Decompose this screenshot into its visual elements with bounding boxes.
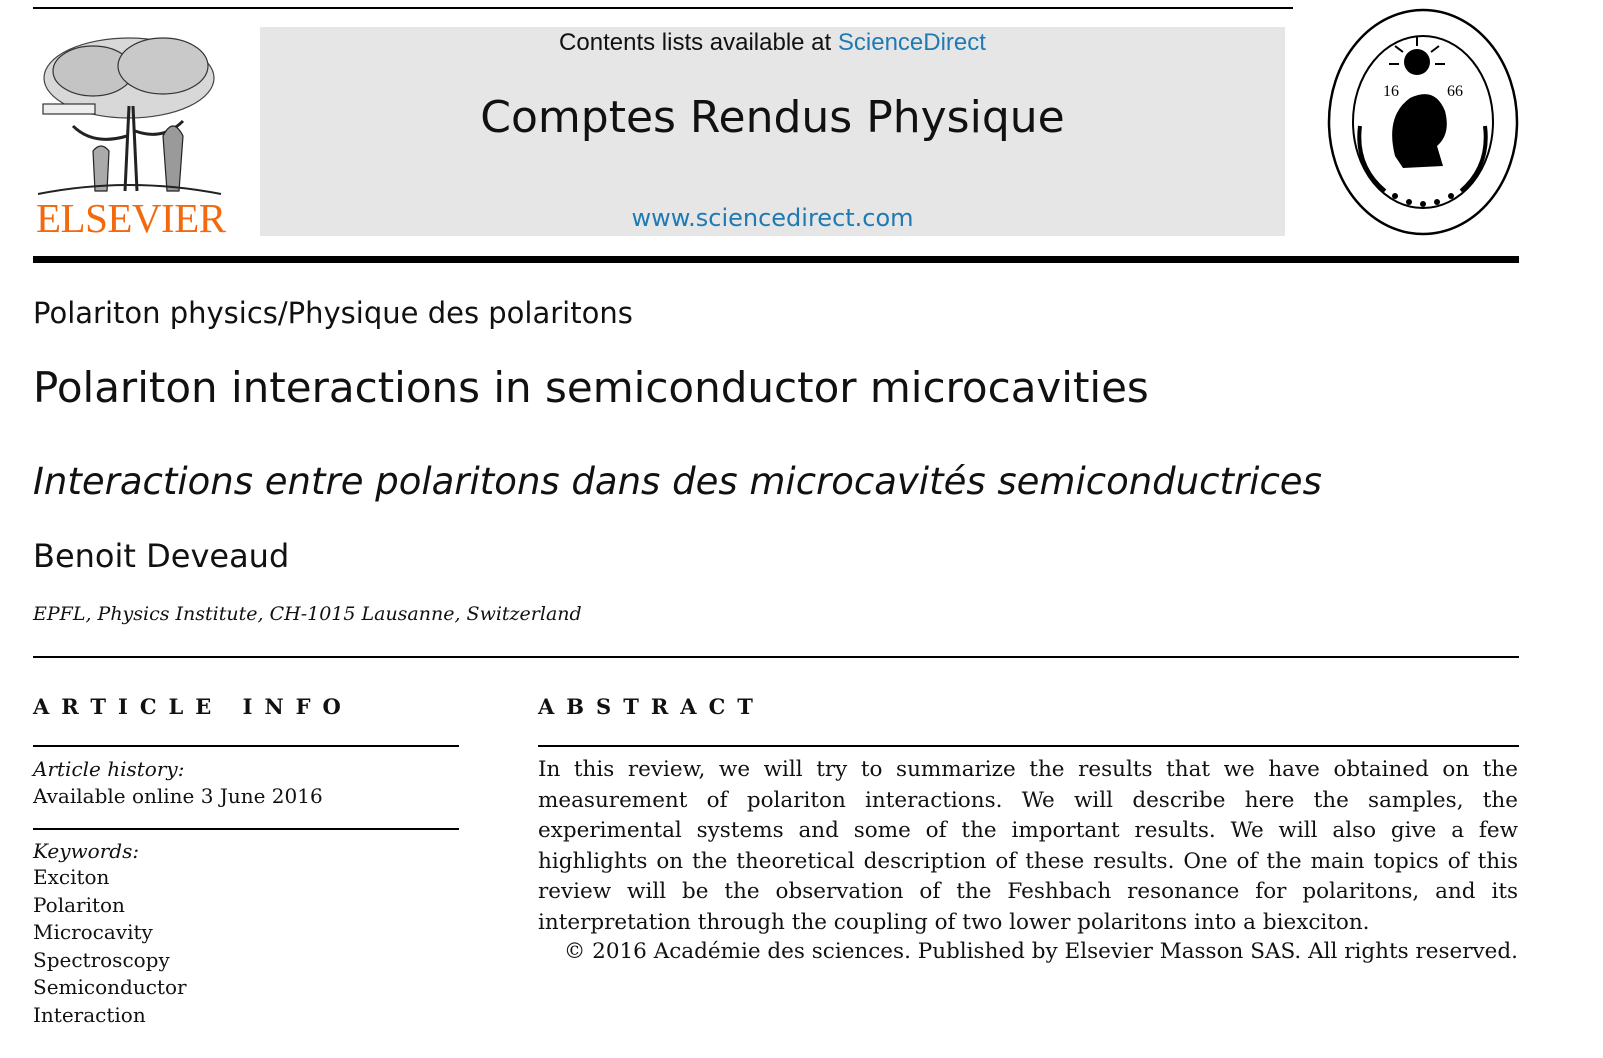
academie-seal-logo — [1325, 6, 1521, 238]
article-title: Polariton interactions in semiconductor microcavities — [33, 363, 1149, 412]
keywords-list — [33, 864, 187, 1029]
svg-text:16: 16 — [1383, 83, 1399, 100]
article-info-rule — [33, 745, 459, 747]
french-title: Interactions entre polaritons dans des microcavités semiconductrices — [33, 460, 1322, 503]
section-divider — [33, 656, 1519, 658]
contents-available-line — [260, 29, 1285, 57]
abstract-heading: ABSTRACT — [538, 694, 765, 719]
abstract-rule — [538, 745, 1519, 747]
keywords-rule — [33, 828, 459, 830]
keyword-item[interactable]: Semiconductor — [33, 975, 187, 999]
keywords-label: Keywords: — [33, 839, 140, 863]
journal-title: Comptes Rendus Physique — [480, 92, 1065, 143]
svg-text:66: 66 — [1447, 83, 1463, 100]
contents-prefix: Contents lists available at — [559, 29, 832, 56]
keyword-item[interactable]: Microcavity — [33, 920, 153, 944]
elsevier-wordmark: ELSEVIER — [36, 195, 226, 241]
copyright-notice: © 2016 Académie des sciences. Published by Elsevier Masson SAS. All rights reserved. — [563, 939, 1518, 964]
journal-url-link[interactable]: www.sciencedirect.com — [631, 204, 914, 232]
section-label: Polariton physics/Physique des polaritons — [33, 296, 633, 330]
header-thick-rule — [33, 256, 1519, 263]
keyword-item[interactable]: Polariton — [33, 892, 125, 917]
keyword-item[interactable]: Interaction — [33, 1002, 146, 1027]
keyword-item[interactable]: Spectroscopy — [33, 947, 170, 972]
article-history-value: Available online 3 June 2016 — [33, 784, 323, 808]
keyword-item[interactable]: Exciton — [33, 865, 110, 889]
author-name[interactable]: Benoit Deveaud — [33, 537, 290, 575]
article-history-label: Article history: — [33, 757, 185, 781]
top-rule — [33, 7, 1293, 9]
sciencedirect-link[interactable]: ScienceDirect — [837, 29, 986, 56]
abstract-text: In this review, we will try to summarize the results that we have obtained on the measurement of polariton interactions. We will describe here the samples, the experimental systems and some of the important results. We will also give a few highlights on the theoretical description of these results. One of the main topics of this review will be the observation of the Feshbach resonance for polaritons, and its interpretation through the coupling of two lower polaritons into a biexciton. — [538, 757, 1518, 935]
author-affiliation: EPFL, Physics Institute, CH-1015 Lausanne, Switzerland — [33, 603, 582, 625]
article-info-heading: ARTICLE INFO — [33, 694, 353, 719]
